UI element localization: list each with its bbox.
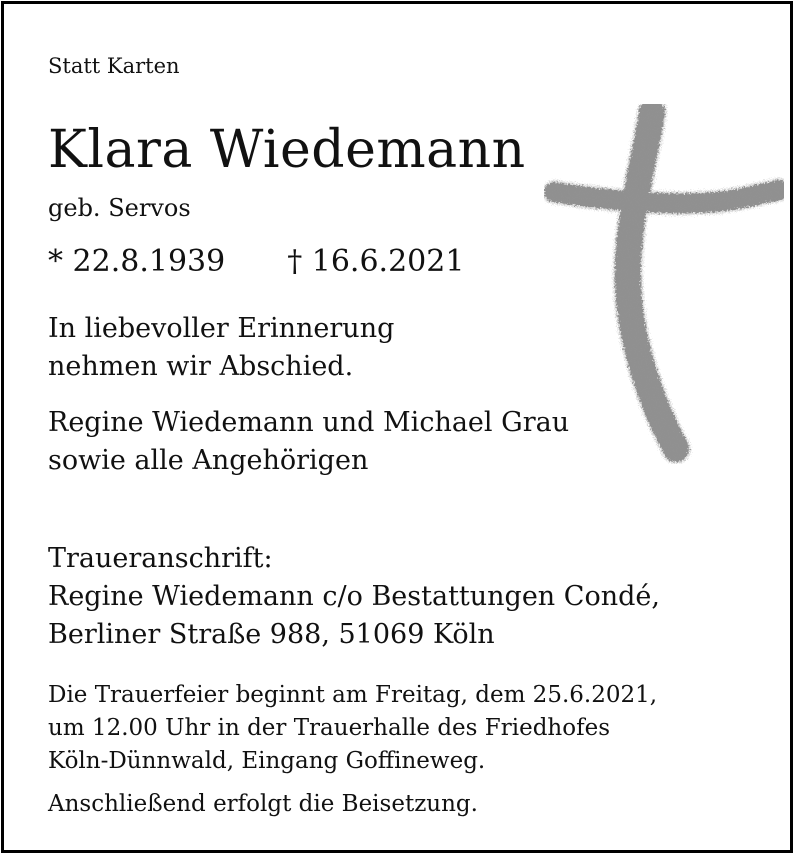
ceremony-text (48, 679, 657, 778)
burial-note: Anschließend erfolgt die Beisetzung. (48, 791, 478, 817)
address-line: Berliner Straße 988, 51069 Köln (48, 619, 495, 650)
mourner-line: sowie alle Angehörigen (48, 445, 369, 476)
mourning-address (48, 540, 660, 654)
memory-text (48, 310, 394, 386)
header-note: Statt Karten (48, 54, 180, 78)
maiden-name: geb. Servos (48, 194, 191, 222)
address-line: Traueranschrift: (48, 543, 273, 574)
birth-date: * 22.8.1939 (48, 244, 226, 279)
memory-line: nehmen wir Abschied. (48, 351, 354, 382)
deceased-name: Klara Wiedemann (48, 120, 526, 180)
memory-line: In liebevoller Erinnerung (48, 313, 395, 344)
ceremony-line: Köln-Dünnwald, Eingang Goffineweg. (48, 748, 486, 774)
chalk-cross-icon (544, 104, 784, 464)
mourner-line: Regine Wiedemann und Michael Grau (48, 407, 570, 438)
ceremony-line: um 12.00 Uhr in der Trauerhalle des Friedhofes (48, 715, 611, 741)
ceremony-line: Die Trauerfeier beginnt am Freitag, dem 25.6.2021, (48, 682, 658, 708)
mourners-text (48, 404, 569, 480)
death-date: † 16.6.2021 (287, 244, 465, 279)
obituary-frame (1, 1, 793, 853)
address-line: Regine Wiedemann c/o Bestattungen Condé, (48, 581, 660, 612)
life-dates (48, 244, 465, 279)
